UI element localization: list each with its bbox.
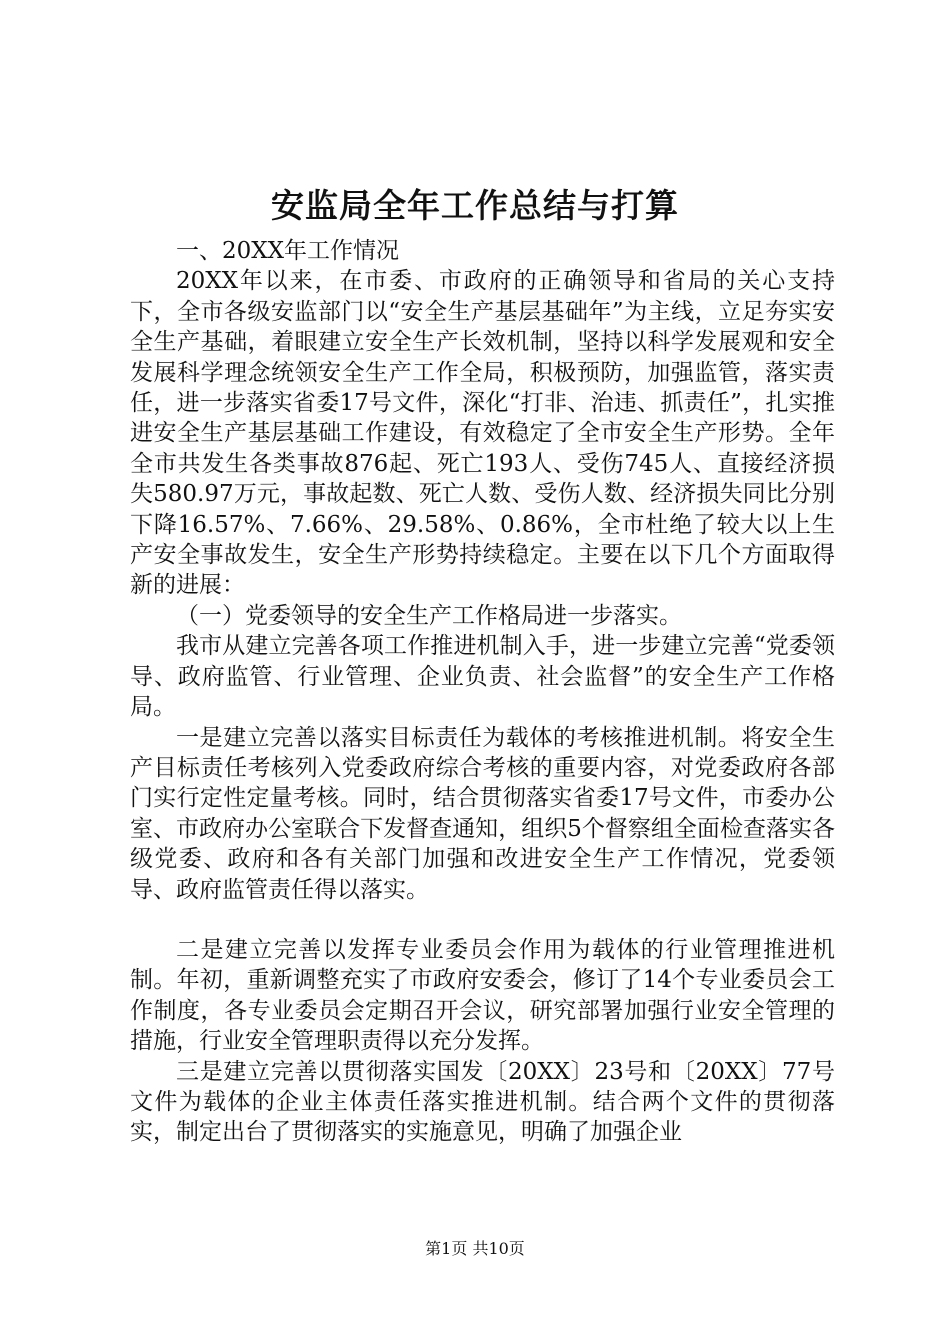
paragraph-overview: 20XX年以来，在市委、市政府的正确领导和省局的关心支持下，全市各级安监部门以“安全生产基层基础年”为主线，立足夯实安全生产基础，着眼建立安全生产长效机制，坚持以科学发展观和安全发展科学理念统领安全生产工作全局，积极预防，加强监管，落实责任，进一步落实省委17号文件，深化“打非、治违、抓责任”，扎实推进安全生产基层基础工作建设，有效稳定了全市安全生产形势。全年全市共发生各类事故876起、死亡193人、受伤745人、直接经济损失580.97万元，事故起数、死亡人数、受伤人数、经济损失同比分别下降16.57%、7.66%、29.58%、0.86%，全市杜绝了较大以上生产安全事故发生，安全生产形势持续稳定。主要在以下几个方面取得新的进展： (130, 268, 835, 599)
paragraph-mechanism: 我市从建立完善各项工作推进机制入手，进一步建立完善“党委领导、政府监管、行业管理、企业负责、社会监督”的安全生产工作格局。 (130, 633, 835, 721)
paragraph-point-three: 三是建立完善以贯彻落实国发〔20XX〕23号和〔20XX〕77号文件为载体的企业主体责任落实推进机制。结合两个文件的贯彻落实，制定出台了贯彻落实的实施意见，明确了加强企业 (130, 1058, 835, 1146)
paragraph-point-one: 一是建立完善以落实目标责任为载体的考核推进机制。将安全生产目标责任考核列入党委政府综合考核的重要内容，对党委政府各部门实行定性定量考核。同时，结合贯彻落实省委17号文件，市委办公室、市政府办公室联合下发督查通知，组织5个督察组全面检查落实各级党委、政府和各有关部门加强和改进安全生产工作情况，党委领导、政府监管责任得以落实。 (130, 724, 835, 903)
document-title: 安监局全年工作总结与打算 (271, 186, 679, 225)
page-footer: 第1页 共10页 (425, 1239, 525, 1258)
document-body (130, 236, 835, 1148)
section-heading: 一、20XX年工作情况 (176, 238, 400, 264)
paragraph-point-two: 二是建立完善以发挥专业委员会作用为载体的行业管理推进机制。年初，重新调整充实了市政府安委会，修订了14个专业委员会工作制度，各专业委员会定期召开会议，研究部署加强行业安全管理的措施，行业安全管理职责得以充分发挥。 (130, 936, 835, 1055)
subsection-heading: （一）党委领导的安全生产工作格局进一步落实。 (176, 602, 682, 629)
